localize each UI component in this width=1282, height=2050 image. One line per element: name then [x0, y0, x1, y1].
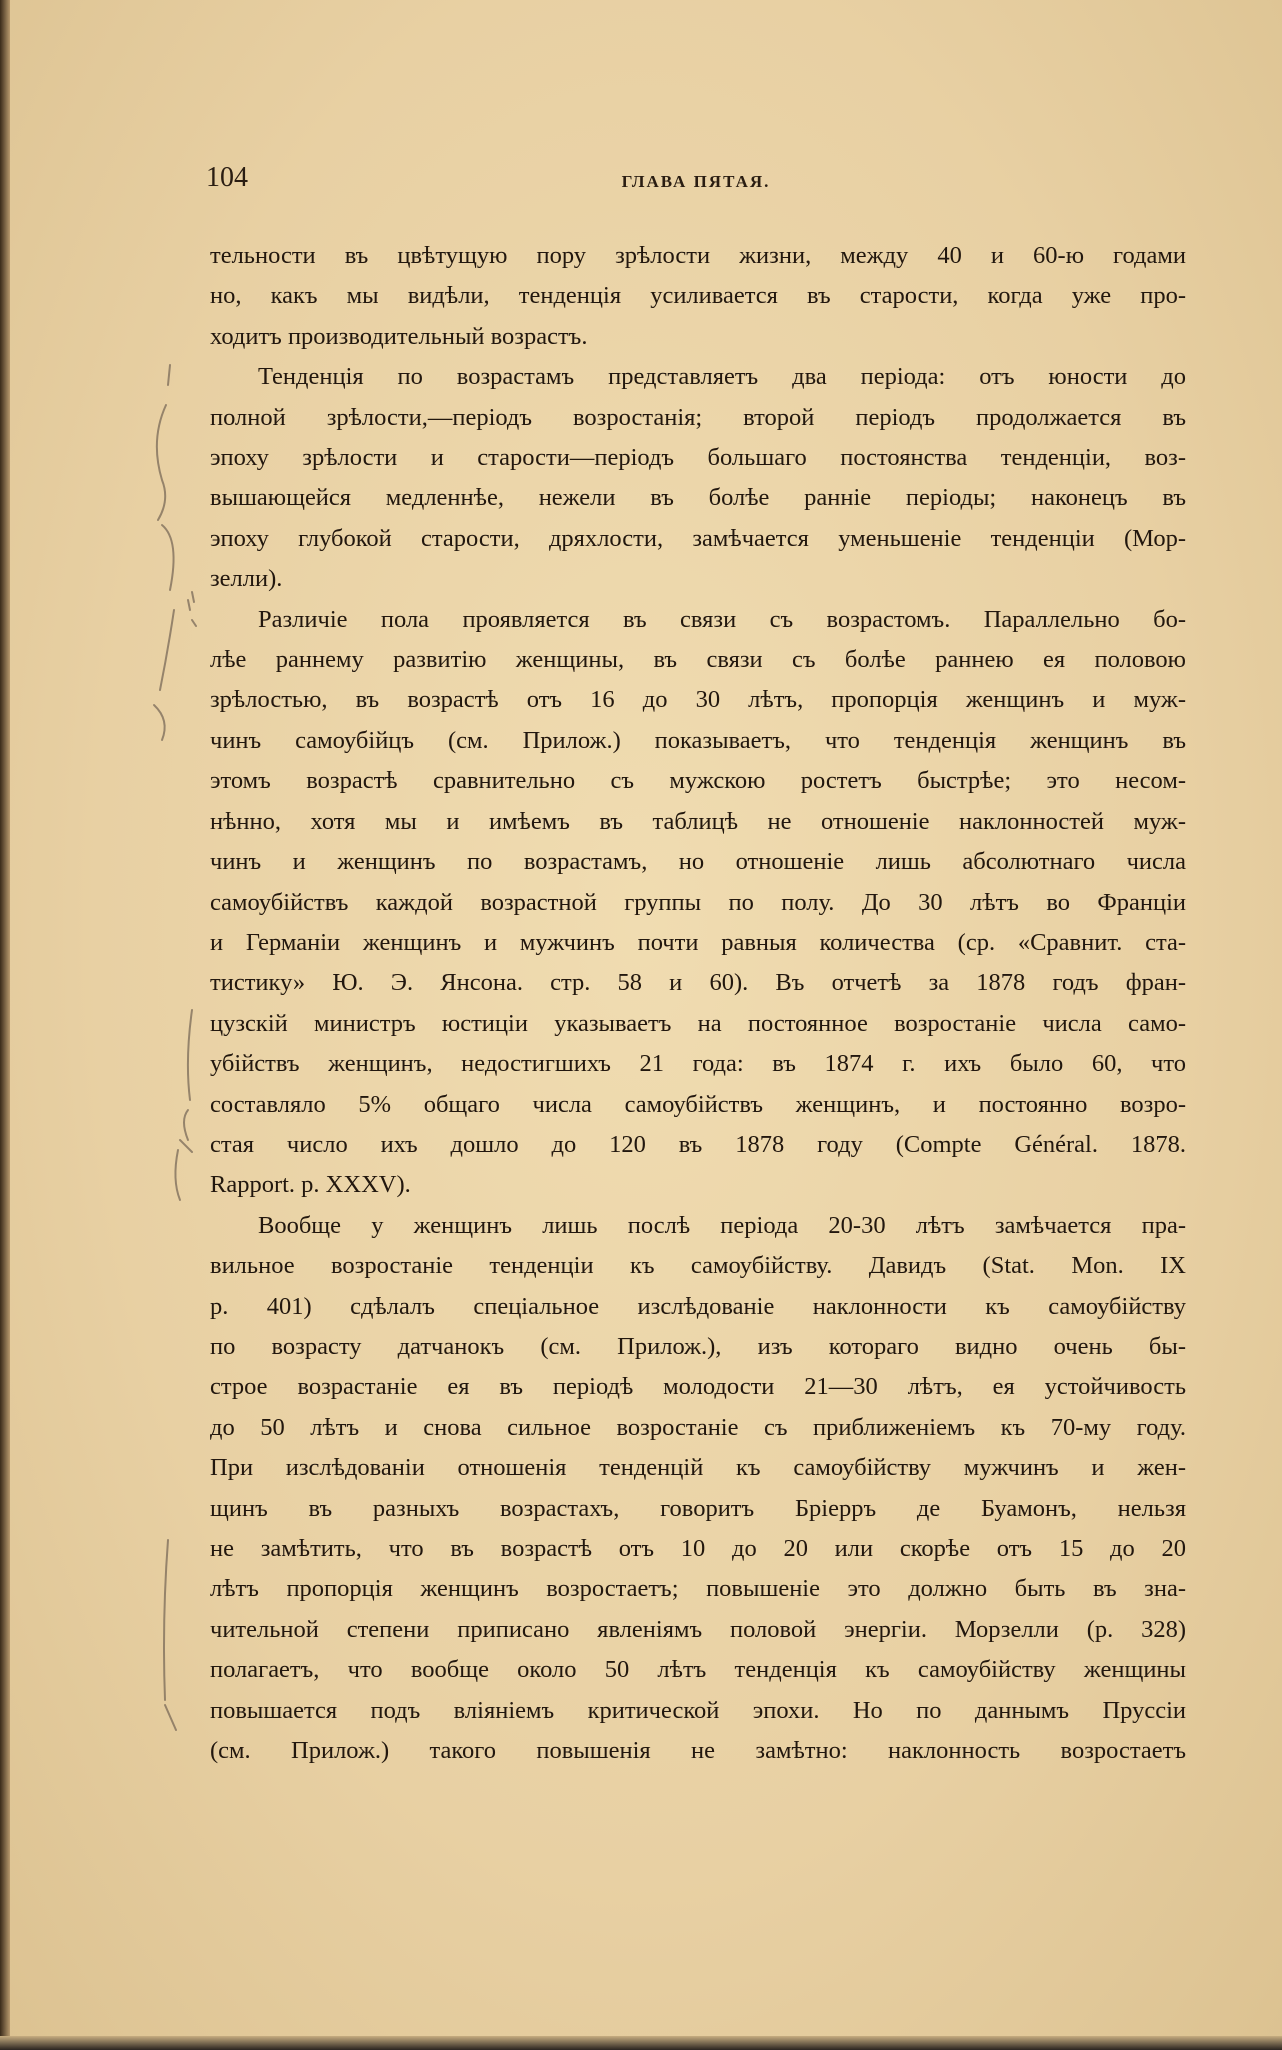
text-line: самоубійствъ каждой возрастной группы по полу. До 30 лѣтъ во Франціи — [210, 888, 1186, 916]
text-line: Rapport. p. XXXV). — [210, 1171, 411, 1199]
text-line: этомъ возрастѣ сравнительно съ мужскою ростетъ быстрѣе; это несом- — [210, 767, 1186, 795]
text-line: и Германіи женщинъ и мужчинъ почти равныя количества (ср. «Сравнит. ста- — [210, 928, 1186, 956]
text-line: цузскій министръ юстиціи указываетъ на постоянное возростаніе числа само- — [210, 1009, 1186, 1037]
text-line: чительной степени приписано явленіямъ половой энергіи. Морзелли (р. 328) — [210, 1615, 1186, 1643]
text-line: до 50 лѣтъ и снова сильное возростаніе съ приближеніемъ къ 70-му году. — [210, 1413, 1186, 1441]
text-line: p. 401) сдѣлалъ спеціальное изслѣдованіе наклонности къ самоубійству — [210, 1292, 1186, 1320]
page-edge-shadow — [0, 0, 10, 2050]
body-text — [210, 236, 1186, 1771]
text-line: составляло 5% общаго числа самоубійствъ женщинъ, и постоянно возро- — [210, 1090, 1186, 1118]
text-line: лѣе раннему развитію женщины, въ связи съ болѣе раннею ея половою — [210, 646, 1186, 674]
pencil-bracket-marks — [140, 360, 220, 1760]
text-line: строе возрастаніе ея въ періодѣ молодости 21—30 лѣтъ, ея устойчивость — [210, 1373, 1186, 1401]
page-bottom-edge — [0, 2036, 1282, 2050]
text-line: щинъ въ разныхъ возрастахъ, говоритъ Бріерръ де Буамонъ, нельзя — [210, 1494, 1186, 1522]
page-number: 104 — [206, 162, 248, 193]
text-line: эпоху глубокой старости, дряхлости, замѣчается уменьшеніе тенденціи (Мор- — [210, 524, 1186, 552]
text-line: ходитъ производительный возрастъ. — [210, 322, 588, 350]
text-line: вышающейся медленнѣе, нежели въ болѣе ранніе періоды; наконецъ въ — [210, 484, 1186, 512]
text-line: Различіе пола проявляется въ связи съ возрастомъ. Параллельно бо- — [258, 605, 1186, 633]
text-line: чинъ и женщинъ по возрастамъ, но отношеніе лишь абсолютнаго числа — [210, 848, 1186, 876]
text-line: (см. Прилож.) такого повышенія не замѣтно: наклонность возростаетъ — [210, 1737, 1186, 1765]
text-line: убійствъ женщинъ, недостигшихъ 21 года: въ 1874 г. ихъ было 60, что — [210, 1050, 1186, 1078]
text-line: полной зрѣлости,—періодъ возростанія; второй періодъ продолжается въ — [210, 403, 1186, 431]
text-line: зрѣлостью, въ возрастѣ отъ 16 до 30 лѣтъ, пропорція женщинъ и муж- — [210, 686, 1186, 714]
text-line: При изслѣдованіи отношенія тенденцій къ самоубійству мужчинъ и жен- — [210, 1454, 1186, 1482]
text-line: стая число ихъ дошло до 120 въ 1878 году (Compte Général. 1878. — [210, 1130, 1186, 1158]
text-line: Вообще у женщинъ лишь послѣ періода 20-30 лѣтъ замѣчается пра- — [258, 1211, 1186, 1239]
text-line: тистику» Ю. Э. Янсона. стр. 58 и 60). Въ отчетѣ за 1878 годъ фран- — [210, 969, 1186, 997]
text-line: по возрасту датчанокъ (см. Прилож.), изъ котораго видно очень бы- — [210, 1332, 1186, 1360]
text-line: лѣтъ пропорція женщинъ возростаетъ; повышеніе это должно быть въ зна- — [210, 1575, 1186, 1603]
text-line: не замѣтить, что въ возрастѣ отъ 10 до 20 или скорѣе отъ 15 до 20 — [210, 1535, 1186, 1562]
page-header — [206, 162, 1186, 202]
text-line: но, какъ мы видѣли, тенденція усиливается въ старости, когда уже про- — [210, 282, 1186, 310]
text-line: нѣнно, хотя мы и имѣемъ въ таблицѣ не отношеніе наклонностей муж- — [210, 807, 1186, 835]
text-line: тельности въ цвѣтущую пору зрѣлости жизни, между 40 и 60-ю годами — [210, 242, 1186, 269]
text-line: зелли). — [210, 565, 283, 593]
text-line: полагаетъ, что вообще около 50 лѣтъ тенденція къ самоубійству женщины — [210, 1656, 1186, 1684]
text-line: чинъ самоубійцъ (см. Прилож.) показываетъ, что тенденція женщинъ въ — [210, 726, 1186, 754]
text-line: эпоху зрѣлости и старости—періодъ большаго постоянства тенденціи, воз- — [210, 444, 1186, 472]
text-line: вильное возростаніе тенденціи къ самоубійству. Давидъ (Stat. Mon. IX — [210, 1252, 1186, 1280]
text-line: Тенденція по возрастамъ представляетъ два періода: отъ юности до — [258, 363, 1186, 391]
running-head: ГЛАВА ПЯТАЯ. — [621, 172, 771, 191]
text-line: повышается подъ вліяніемъ критической эпохи. Но по даннымъ Пруссіи — [210, 1696, 1186, 1724]
